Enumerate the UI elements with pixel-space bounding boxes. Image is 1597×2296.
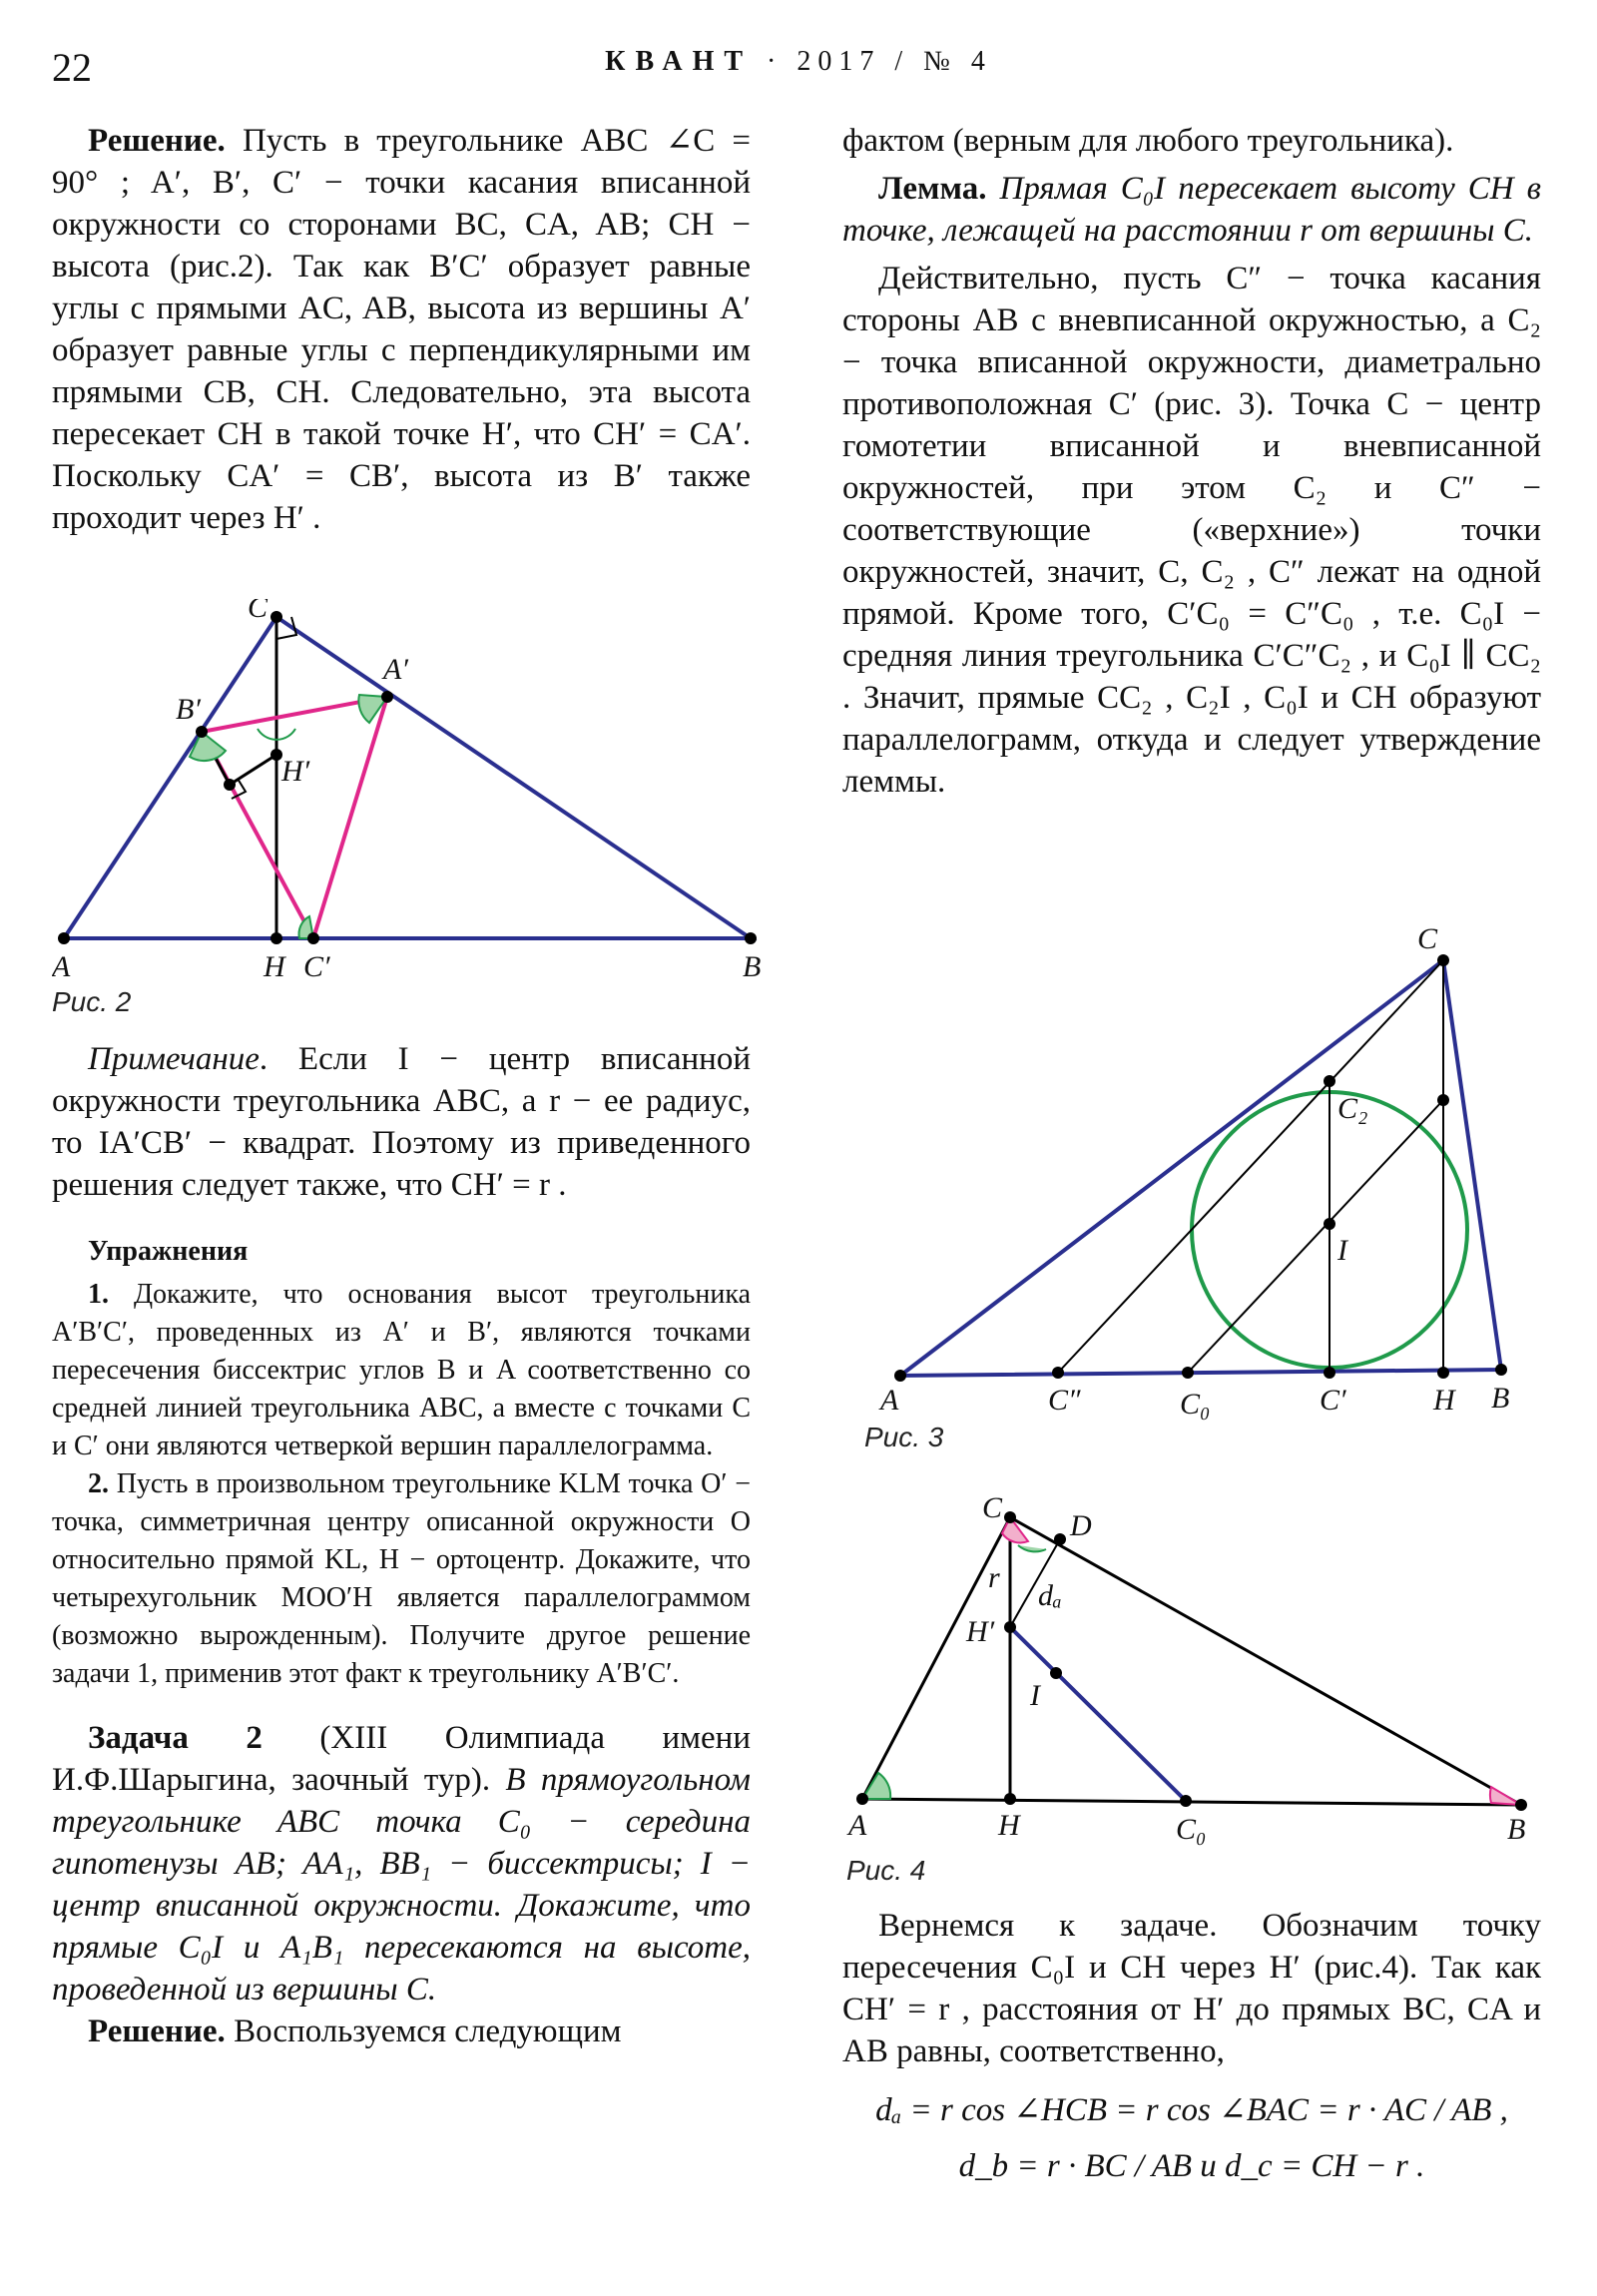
exercise-2-number: 2. xyxy=(88,1468,109,1499)
task-2-text: В прямоугольном треугольнике ABC точка C₀ − середина гипотенузы AB; AA₁, BB₁ − биссектрисы; I − центр вписанной окружности. Докажите, что прямые C₀I и A₁B₁ пересекаются на высоте, проведенной из вершины C. xyxy=(52,1762,751,2008)
note-label: Примечание xyxy=(88,1041,260,1077)
contact-triangle xyxy=(202,697,387,938)
point-c1 xyxy=(307,932,319,944)
line-h1-c0 xyxy=(1010,1627,1186,1801)
solution-label: Решение. xyxy=(88,123,226,159)
label-c0: C₀ xyxy=(1176,1813,1207,1846)
formula-da: dₐ = r cos ∠HCB = r cos ∠BAC = r · AC / AB , xyxy=(875,2092,1508,2128)
solution-1 xyxy=(52,120,751,539)
label-c: C xyxy=(982,1491,1003,1524)
label-c: C xyxy=(1417,922,1438,955)
label-b1: B′ xyxy=(176,693,201,726)
magazine-title: КВАНТ xyxy=(605,46,754,77)
triangle-abc xyxy=(862,1517,1521,1805)
task-2-label: Задача 2 xyxy=(88,1720,263,1756)
task-2 xyxy=(52,1717,751,2010)
point-b xyxy=(1495,1364,1507,1376)
point-a xyxy=(856,1793,868,1805)
point-b1 xyxy=(196,726,208,738)
figure-3-caption: Рис. 3 xyxy=(864,1422,944,1452)
point-c xyxy=(1004,1511,1016,1523)
note xyxy=(52,1038,751,1206)
label-c: C xyxy=(248,599,268,624)
point-a xyxy=(894,1370,906,1382)
label-c1: C′ xyxy=(303,950,330,983)
label-d: D xyxy=(1070,1509,1092,1542)
label-i: I xyxy=(1030,1679,1040,1712)
right-column-lower xyxy=(842,1905,1541,2194)
right-column xyxy=(842,120,1541,803)
exercise-1 xyxy=(52,1276,751,1465)
exercise-1-number: 1. xyxy=(88,1279,109,1310)
figure-4-caption: Рис. 4 xyxy=(846,1855,926,1886)
point-mid xyxy=(1437,1094,1449,1106)
solution-2 xyxy=(52,2010,751,2052)
point-i xyxy=(1050,1667,1062,1679)
label-a: A xyxy=(880,1384,899,1417)
solution-2-label: Решение. xyxy=(88,2013,226,2049)
label-c2: C₂ xyxy=(1337,1092,1368,1125)
label-h: H xyxy=(264,950,285,983)
point-d xyxy=(1054,1533,1066,1545)
point-c0 xyxy=(1180,1795,1192,1807)
label-h1: H′ xyxy=(281,755,310,788)
label-h1: H′ xyxy=(966,1615,995,1648)
exercise-1-text: Докажите, что основания высот треугольника A′B′C′, проведенных из A′ и B′, являются точками пересечения биссектрис углов B и A соответственно со средней линией треугольника ABC, а вместе с точками C и C′ они являются четверкой вершин параллелограмма. xyxy=(52,1279,751,1461)
angle-arc-d xyxy=(1018,1545,1046,1551)
lemma xyxy=(842,168,1541,252)
label-b: B xyxy=(1491,1382,1510,1415)
label-c0: C₀ xyxy=(1180,1388,1211,1421)
solution-2-text: Воспользуемся следующим xyxy=(225,2013,622,2049)
label-a: A xyxy=(848,1809,867,1842)
label-b: B xyxy=(1507,1813,1526,1846)
point-b xyxy=(1515,1799,1527,1811)
point-h xyxy=(270,932,282,944)
continuation: фактом (верным для любого треугольника). xyxy=(842,123,1454,159)
label-a1: A′ xyxy=(383,653,408,686)
left-column xyxy=(52,120,751,539)
lemma-proof: Действительно, пусть C″ − точка касания стороны AB с вневписанной окружностью, а C₂ − точка вписанной окружности, диаметрально противоположная C′ (рис. 3). Точка C − центр гомотетии вписанной и вневписанной окружностей, при этом C₂ и C″ − соответствующие («верхние») точки окружностей, значит, C, C₂ , C″ лежат на одной прямой. Кроме того, C′C₀ = C″C₀ , т.е. C₀I − средняя линия треугольника C′C″C₂ , и C₀I ∥ CC₂ . Значит, прямые CC₂ , C₂I , C₀I и CH образуют параллелограмм, откуда и следует утверждение леммы. xyxy=(842,261,1541,800)
point-h1 xyxy=(1004,1621,1016,1633)
back-to-task: Вернемся к задаче. Обозначим точку пересечения C₀I и CH через H′ (рис.4). Так как CH′ = r , расстояния от H′ до прямых BC, CA и AB равны, соответственно, xyxy=(842,1908,1541,2069)
line-c-c3 xyxy=(1058,960,1443,1373)
point-i xyxy=(1324,1218,1335,1230)
label-r: r xyxy=(988,1561,1000,1594)
label-da: dₐ xyxy=(1038,1579,1062,1612)
note-text: . Если I − центр вписанной окружности треугольника ABC, а r − ее радиус, то IA′CB′ − квадрат. Поэтому из приведенного решения следует также, что CH′ = r . xyxy=(52,1041,751,1203)
height-segment xyxy=(230,755,276,785)
figure-2 xyxy=(52,599,771,988)
label-h: H xyxy=(998,1809,1020,1842)
label-a: A xyxy=(52,950,71,983)
formula-db-dc: d_b = r · BC / AB и d_c = CH − r . xyxy=(958,2148,1425,2184)
angle-arc-b1 xyxy=(190,732,226,761)
label-i: I xyxy=(1337,1234,1347,1267)
exercises-title: Упражнения xyxy=(88,1236,249,1267)
point-a xyxy=(58,932,70,944)
solution-text: Пусть в треугольнике ABC ∠C = 90° ; A′, B′, C′ − точки касания вписанной окружности со сторонами BC, CA, AB; CH − высота (рис.2). Так как B′C′ образует равные углы с прямыми AC, AB, высота из вершины A′ образует равные углы с перпендикулярными им прямыми CB, CH. Следовательно, эта высота пересекает CH в такой точке H′, что CH′ = CA′. Поскольку CA′ = CB′, высота из B′ также проходит через H′ . xyxy=(52,123,751,536)
point-foot xyxy=(224,779,236,791)
point-h xyxy=(1437,1367,1449,1379)
lemma-text: Прямая C₀I пересекает высоту CH в точке, лежащей на расстоянии r от вершины C. xyxy=(842,171,1541,249)
issue-number: 2017 / № 4 xyxy=(797,46,992,77)
point-a1 xyxy=(381,691,393,703)
label-c1: C′ xyxy=(1320,1384,1346,1417)
left-column-lower xyxy=(52,1038,751,2052)
label-h: H xyxy=(1433,1384,1455,1417)
point-c3 xyxy=(1052,1367,1064,1379)
point-c xyxy=(270,611,282,623)
point-c xyxy=(1437,954,1449,966)
point-c2 xyxy=(1324,1075,1335,1087)
triangle-abc xyxy=(900,960,1501,1376)
exercise-2-text: Пусть в произвольном треугольнике KLM точка O′ − точка, симметричная центру описанной окружности O относительно прямой KL, H − ортоцентр. Докажите, что четырехугольник MOO′H является параллелограммом (возможно вырожденным). Получите другое решение задачи 1, применив этот факт к треугольнику A′B′C′. xyxy=(52,1468,751,1689)
lemma-label: Лемма. xyxy=(878,171,987,207)
label-b: B xyxy=(743,950,762,983)
exercise-2 xyxy=(52,1465,751,1693)
page-number: 22 xyxy=(52,45,92,90)
figure-2-caption: Рис. 2 xyxy=(52,986,132,1017)
figure-3 xyxy=(858,918,1547,1437)
point-b xyxy=(745,932,757,944)
point-c1 xyxy=(1324,1367,1335,1379)
point-c0 xyxy=(1182,1367,1194,1379)
task-2-source: (XIII Олимпиада имени И.Ф.Шарыгина, заочный тур). xyxy=(52,1720,752,1798)
figure-4 xyxy=(842,1487,1561,1867)
point-h xyxy=(1004,1793,1016,1805)
running-header: КВАНТ · 2017 / № 4 xyxy=(605,46,992,77)
label-c3: C″ xyxy=(1048,1384,1081,1417)
